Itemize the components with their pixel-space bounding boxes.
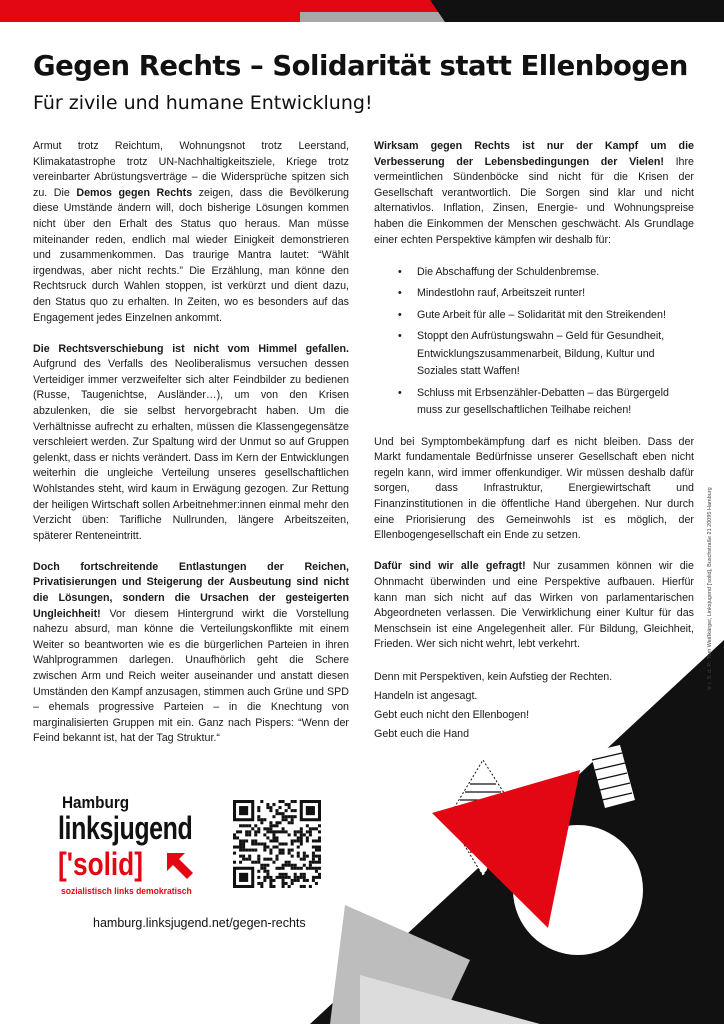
logo-tagline: sozialistisch links demokratisch [61, 886, 192, 897]
right-paragraph-2: Und bei Symptombekämpfung darf es nicht bleiben. Dass der Markt fundamentale Bedürfnisse unserer Gesellschaft eben nicht regeln kann, wird immer offenkundiger. Wir müssen deshalb dafür sorgen, dass Infrastruktur, Energiewirtschaft und Finanzinstitutionen in die öffentliche Hand übergehen. Nur durch eine Priorisierung des Gemeinwohls ist es möglich, der Ellenbogengesellschaft ein Ende zu setzen. [374, 435, 694, 542]
closing-line: Gebt euch nicht den Ellenbogen! [374, 709, 530, 722]
left-paragraph-1: Armut trotz Reichtum, Wohnungsnot trotz Leerstand, Klimakatastrophe trotz UN-Nachhaltigkeitsziele, Kriege trotz vereinbarter Abrüstungsverträge – die Widersprüche spitzen sich zu. Die Demos gegen Rechts zeigen, dass die Bevölkerung diese Umstände ändern will, doch bisherige Lösungen kommen nicht über den Erhalt des Status quo heraus. Man müsse miteinander reden, endlich mal wieder Einigkeit demonstrieren und zusammenkommen. Das traurige Mantra lautet: “Wählt irgendwas, aber nicht rechts.” Die Erzählung, man könne den Rechtsruck durch Wahlen stoppen, ist verkürzt und dient dazu, den Status quo zu erhalten. In Zeiten, wo es besonders auf das Engagement jedes Einzelnen ankommt. [33, 140, 350, 324]
logo-city: Hamburg [62, 793, 130, 812]
page-title: Gegen Rechts – Solidarität statt Ellenbogen [33, 50, 688, 82]
left-paragraph-3: Doch fortschreitende Entlastungen der Reichen, Privatisierungen und Steigerung der Ausbeutung sind nicht die Lösungen, sondern die Ursachen der gesteigerten Ungleichheit! Vor diesem Hintergrund wirkt die Vorstellung nahezu absurd, man könne die Verteilungskonflikte mit einem Weiter so beantworten wie es die bürgerlichen Parteien in ihren Wahlprogrammen darlegen. Unaufhörlich geht die Schere zwischen Arm und Reich weiter auseinander und anstatt diesen Umständen den Kampf anzusagen, stimmen auch Grüne und SPD – ehemals progressive Parteien – in die Knechtung von marginalisierten Gruppen mit ein. Ganz nach Pispers: “Wenn der Feind bekannt ist, hat der Tag Struktur.“ [33, 560, 349, 745]
website-link[interactable]: hamburg.linksjugend.net/gegen-rechts [93, 916, 306, 930]
logo-solid: ['solid] [58, 846, 143, 882]
demand-item: • Gute Arbeit für alle – Solidarität mit den Streikenden! [398, 307, 694, 325]
imprint-text: V. i. S. d. P.: Tom Weißkärger, Linksjugend ['solid], Buschstraße 21 20095 Hamburg [707, 487, 713, 690]
right-paragraph-3: Dafür sind wir alle gefragt! Nur zusammen können wir die Ohnmacht überwinden und eine Perspektive aufbauen. Hierfür kann man sich nicht auf das Wirken von parlamentarischen Abgeordneten verlassen. Die Verwirklichung einer Kultur für das Menschsein ist eine Angelegenheit aller. Für Bildung, Gleichheit, Frieden. Wer sich nicht wehrt, lebt verkehrt. [374, 560, 694, 651]
left-paragraph-2: Die Rechtsverschiebung ist nicht vom Himmel gefallen. Aufgrund des Verfalls des Neoliberalismus versuchen dessen Verteidiger immer verzweifelter sich alter Feindbilder zu bedienen (Russe, Taugenichtse, Ausländer…), um von den Krisen abzulenken, die sie selbst hervorgebracht haben. Um die Verhältnisse aufrecht zu erhalten, müssen die Klassengegensätze verschleiert werden. Zur Spaltung wird der Unmut so auf Gruppen gelenkt, dass er nichts verändert. Dass im Kern der Entwicklungen weiterhin die ungleiche Verteilung unseres gesellschaftlichen Wohlstandes steht, wird kaum in Erwägung gezogen. Zur Rettung der heiligen Wirtschaft sollen Arbeitnehmer:innen einmal mehr den Verzicht üben: Tarifliche Nullrunden, längere Arbeitszeiten, späterer Renteneintritt. [33, 342, 349, 542]
demand-item: • Die Abschaffung der Schuldenbremse. [398, 264, 694, 282]
closing-lines [374, 668, 694, 744]
left-column [33, 139, 349, 762]
top-black-bar [430, 0, 724, 22]
demand-item: • Schluss mit Erbsenzähler-Debatten – das Bürgergeld muss zur gesellschaftlichen Teilhabe reichen! [398, 385, 694, 420]
demands-list [374, 264, 694, 420]
demand-item: • Mindestlohn rauf, Arbeitszeit runter! [398, 285, 694, 303]
closing-line: Gebt euch die Hand [374, 728, 470, 741]
closing-line: Handeln ist angesagt. [374, 690, 478, 703]
right-paragraph-1: Wirksam gegen Rechts ist nur der Kampf um die Verbesserung der Lebensbedingungen der Vielen! Ihre vermeintlichen Sündenböcke sind nicht für die Krisen der Gesellschaft verantwortlich. Die Sorgen sind klar und nicht alternativlos. Inflation, Zinsen, Energie- und Wohnungspreise haben die Einkommen der Menschen geschwächt. Als Grundlage einer echten Perspektive kämpfen wir deshalb für: [374, 140, 694, 246]
qr-code-icon[interactable] [233, 800, 321, 888]
arrow-up-left-icon [165, 851, 195, 881]
closing-line: Denn mit Perspektiven, kein Aufstieg der Rechten. [374, 671, 613, 684]
top-gray-bar [300, 12, 460, 22]
logo-wordmark: linksjugend [58, 810, 193, 846]
right-column [374, 139, 694, 744]
demand-item: • Stoppt den Aufrüstungswahn – Geld für Gesundheit, Entwicklungszusammenarbeit, Bildung, Kultur und Soziales statt Waffen! [398, 328, 694, 381]
page-subtitle: Für zivile und humane Entwicklung! [33, 92, 373, 114]
